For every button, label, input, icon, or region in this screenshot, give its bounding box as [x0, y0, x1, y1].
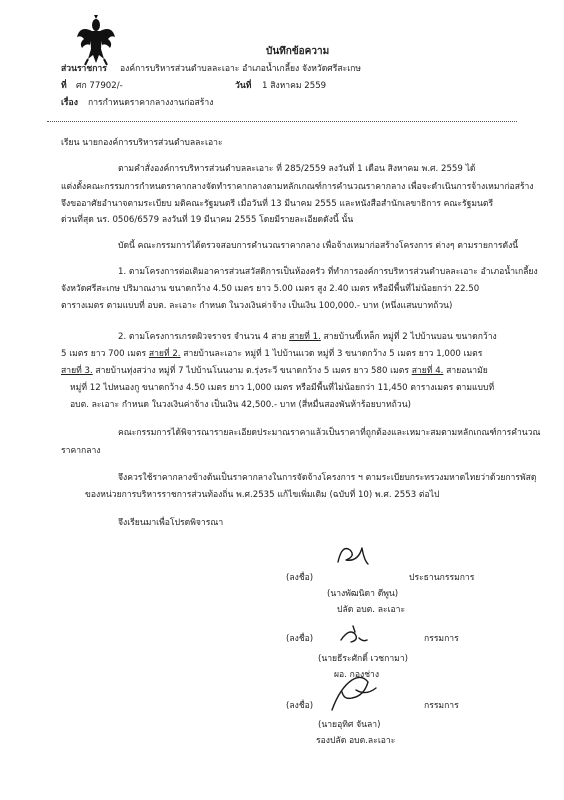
item2-line: หมู่ที่ 12 ไปหนองกู ขนาดกว้าง 4.50 เมตร ยาว 1,000 เมตร หรือมีพื้นที่ไม่น้อยกว่า 11,450 ตารางเมตร ตามแบบที่	[70, 383, 495, 393]
p4-line: จึงควรใช้ราคากลางข้างต้นเป็นราคากลางในการจัดจ้างโครงการ ฯ ตามระเบียบกระทรวงมหาดไทยว่าด้วยการพัสดุ	[118, 473, 537, 483]
signer-name: (นายธีระศักดิ์ เวชกามา)	[318, 654, 409, 664]
signer-name: (นางพัฒนิดา ดีพูน)	[327, 589, 399, 599]
route-2-label: สายที่ 2.	[148, 349, 181, 359]
item2-text: สายบ้านขี้เหล็ก หมู่ที่ 2 ไปบ้านบอน ขนาดกว้าง	[320, 332, 497, 342]
sign-label: (ลงชื่อ)	[286, 634, 314, 644]
signature-3-mark	[322, 670, 382, 714]
signer-position: ผอ. กองช่าง	[334, 670, 380, 680]
signature-1-mark	[332, 540, 372, 570]
p2-line: บัดนี้ คณะกรรมการได้ตรวจสอบการคำนวณราคากลาง เพื่อจ้างเหมาก่อสร้างโครงการ ต่างๆ ตามรายการดังนี้	[118, 241, 519, 251]
item2-line	[118, 332, 497, 343]
p3-line: ราคากลาง	[61, 446, 101, 456]
p1-line: ด่วนที่สุด นร. 0506/6579 ลงวันที่ 19 มีนาคม 2555 โดยมีรายละเอียดดังนี้ นั้น	[61, 215, 354, 225]
route-1-label: สายที่ 1.	[289, 332, 321, 342]
item2-text: 5 เมตร ยาว 700 เมตร	[61, 349, 149, 359]
p4-line: ของหน่วยการบริหารราชการส่วนท้องถิ่น พ.ศ.2535 แก้ไขเพิ่มเติม (ฉบับที่ 10) พ.ศ. 2553 ต่อไป	[85, 490, 440, 500]
sign-label: (ลงชื่อ)	[286, 701, 314, 711]
item1-line: 1. ตามโครงการต่อเติมอาคารส่วนสวัสดิการเป็นห้องครัว ที่ทำการองค์การบริหารส่วนตำบลละเอาะ อำเภอน้ำเกลี้ยง	[118, 267, 538, 277]
signer-role: กรรมการ	[424, 634, 459, 644]
ref-value: ศก 77902/-	[76, 81, 123, 91]
subject-label: เรื่อง	[61, 98, 78, 108]
sign-label: (ลงชื่อ)	[286, 573, 314, 583]
signer-position: รองปลัด อบต.ละเอาะ	[316, 736, 396, 746]
signer-role: กรรมการ	[424, 701, 459, 711]
memo-title: บันทึกข้อความ	[266, 46, 330, 57]
agency-label: ส่วนราชการ	[61, 64, 107, 74]
item2-text: สายบ้านทุ่งสว่าง หมู่ที่ 7 ไปบ้านโนนงาม ต.รุ่งระวี ขนาดกว้าง 5 เมตร ยาว 580 เมตร	[92, 366, 412, 376]
item2-line	[61, 366, 488, 377]
date-value: 1 สิงหาคม 2559	[262, 81, 327, 91]
item2-line	[61, 349, 482, 360]
signature-2-mark	[333, 622, 369, 648]
closing-line: จึงเรียนมาเพื่อโปรดพิจารณา	[118, 518, 224, 528]
agency-value: องค์การบริหารส่วนตำบลละเอาะ อำเภอน้ำเกลี้ยง จังหวัดศรีสะเกษ	[120, 64, 362, 74]
p1-line: จึงขออาศัยอำนาจตามระเบียบ มติคณะรัฐมนตรี เมื่อวันที่ 13 มีนาคม 2555 และหนังสือสำนักเลขาธิการ คณะรัฐมนตรี	[61, 199, 494, 209]
date-label: วันที่	[235, 81, 252, 91]
item2-text: สายบ้านละเอาะ หมู่ที่ 1 ไปบ้านแวด หมู่ที่ 3 ขนาดกว้าง 5 เมตร ยาว 1,000 เมตร	[180, 349, 483, 359]
signer-name: (นายอุทิศ จันลา)	[318, 720, 381, 730]
subject-value: การกำหนดราคากลางงานก่อสร้าง	[88, 98, 214, 108]
route-4-label: สายที่ 4.	[411, 366, 444, 376]
item2-line: อบต. ละเอาะ กำหนด ในวงเงินค่าจ้าง เป็นเงิน 42,500.- บาท (สี่หมื่นสองพันห้าร้อยบาทถ้วน)	[70, 400, 411, 410]
garuda-emblem-icon	[76, 15, 116, 67]
signer-position: ปลัด อบต. ละเอาะ	[337, 605, 406, 615]
item1-line: จังหวัดศรีสะเกษ ปริมาณงาน ขนาดกว้าง 4.50 เมตร ยาว 5.00 เมตร สูง 2.40 เมตร หรือมีพื้นที่ไม่น้อยกว่า 22.50	[61, 284, 480, 294]
item1-line: ตารางเมตร ตามแบบที่ อบต. ละเอาะ กำหนด ในวงเงินค่าจ้าง เป็นเงิน 100,000.- บาท (หนึ่งแสนบาทถ้วน)	[61, 301, 453, 311]
item2-text: 2. ตามโครงการเกรดผิวจราจร จำนวน 4 สาย	[118, 332, 290, 342]
item2-text: สายอนามัย	[443, 366, 488, 376]
separator-line	[47, 121, 517, 122]
ref-label: ที่	[61, 81, 67, 91]
addressee: เรียน นายกองค์การบริหารส่วนตำบลละเอาะ	[61, 138, 223, 148]
p1-line: แต่งตั้งคณะกรรมการกำหนดราคากลางจัดทำราคากลางตามหลักเกณฑ์การคำนวณราคากลาง เพื่อจะดำเนินการจ้างเหมาก่อสร้าง	[61, 182, 534, 192]
p3-line: คณะกรรมการได้พิจารณารายละเอียดประมาณราคาแล้วเป็นราคาที่ถูกต้องและเหมาะสมตามหลักเกณฑ์การคำนวณ	[118, 428, 541, 438]
route-3-label: สายที่ 3.	[61, 366, 93, 376]
p1-line: ตามคำสั่งองค์การบริหารส่วนตำบลละเอาะ ที่ 285/2559 ลงวันที่ 1 เดือน สิงหาคม พ.ศ. 2559 ได้	[118, 164, 476, 174]
signer-role: ประธานกรรมการ	[409, 573, 475, 583]
